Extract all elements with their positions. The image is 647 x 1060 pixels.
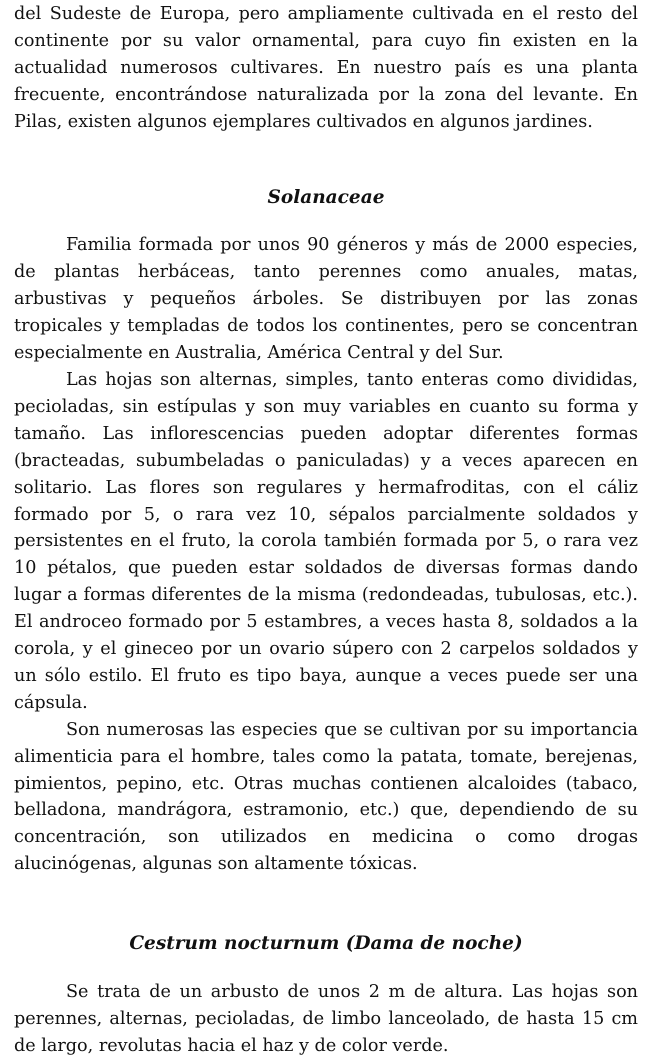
- family-paragraph-3: Son numerosas las especies que se cultivan por su importancia alimenticia para el hombre, tales como la patata, tomate, berejenas, pimientos, pepino, etc. Otras muchas contienen alcaloides (tabaco, belladona, mandrágora, estramonio, etc.) que, dependiendo de su concentración, son utilizados en medicina o como drogas alucinógenas, algunas son altamente tóxicas.: [14, 719, 638, 875]
- document-page: [14, 0, 638, 1060]
- family-paragraph-1: Familia formada por unos 90 géneros y más de 2000 especies, de plantas herbáceas, tanto perennes como anuales, matas, arbustivas y pequeños árboles. Se distribuyen por las zonas tropicales y templadas de todos los continentes, pero se concentran especialmente en Australia, América Central y del Sur.: [14, 235, 638, 364]
- species-paragraph-1: Se trata de un arbusto de unos 2 m de altura. Las hojas son perennes, alternas, pecioladas, de limbo lanceolado, de hasta 15 cm de largo, revolutas hacia el haz y de color verde.: [14, 982, 638, 1056]
- section-heading-cestrum-nocturnum: Cestrum nocturnum (Dama de noche): [129, 933, 523, 955]
- family-paragraph-2: Las hojas son alternas, simples, tanto enteras como divididas, pecioladas, sin estípulas y son muy variables en cuanto su forma y tamaño. Las inflorescencias pueden adoptar diferentes formas (bracteadas, subumbeladas o paniculadas) y a veces aparecen en solitario. Las flores son regulares y hermafroditas, con el cáliz formado por 5, o rara vez 10, sépalos parcialmente soldados y persistentes en el fruto, la corola también formada por 5, o rara vez 10 pétalos, que pueden estar soldados de diversas formas dando lugar a formas diferentes de la misma (redondeadas, tubulosas, etc.). El androceo formado por 5 estambres, a veces hasta 8, soldados a la corola, y el gineceo por un ovario súpero con 2 carpelos soldados y un sólo estilo. El fruto es tipo baya, aunque a veces puede ser una cápsula.: [14, 369, 638, 713]
- section-heading-solanaceae: Solanaceae: [267, 186, 385, 208]
- intro-paragraph: del Sudeste de Europa, pero ampliamente cultivada en el resto del continente por su valor ornamental, para cuyo fin existen en la actualidad numerosos cultivares. En nuestro país es una planta frecuente, encontrándose naturalizada por la zona del levante. En Pilas, existen algunos ejemplares cultivados en algunos jardines.: [14, 4, 638, 132]
